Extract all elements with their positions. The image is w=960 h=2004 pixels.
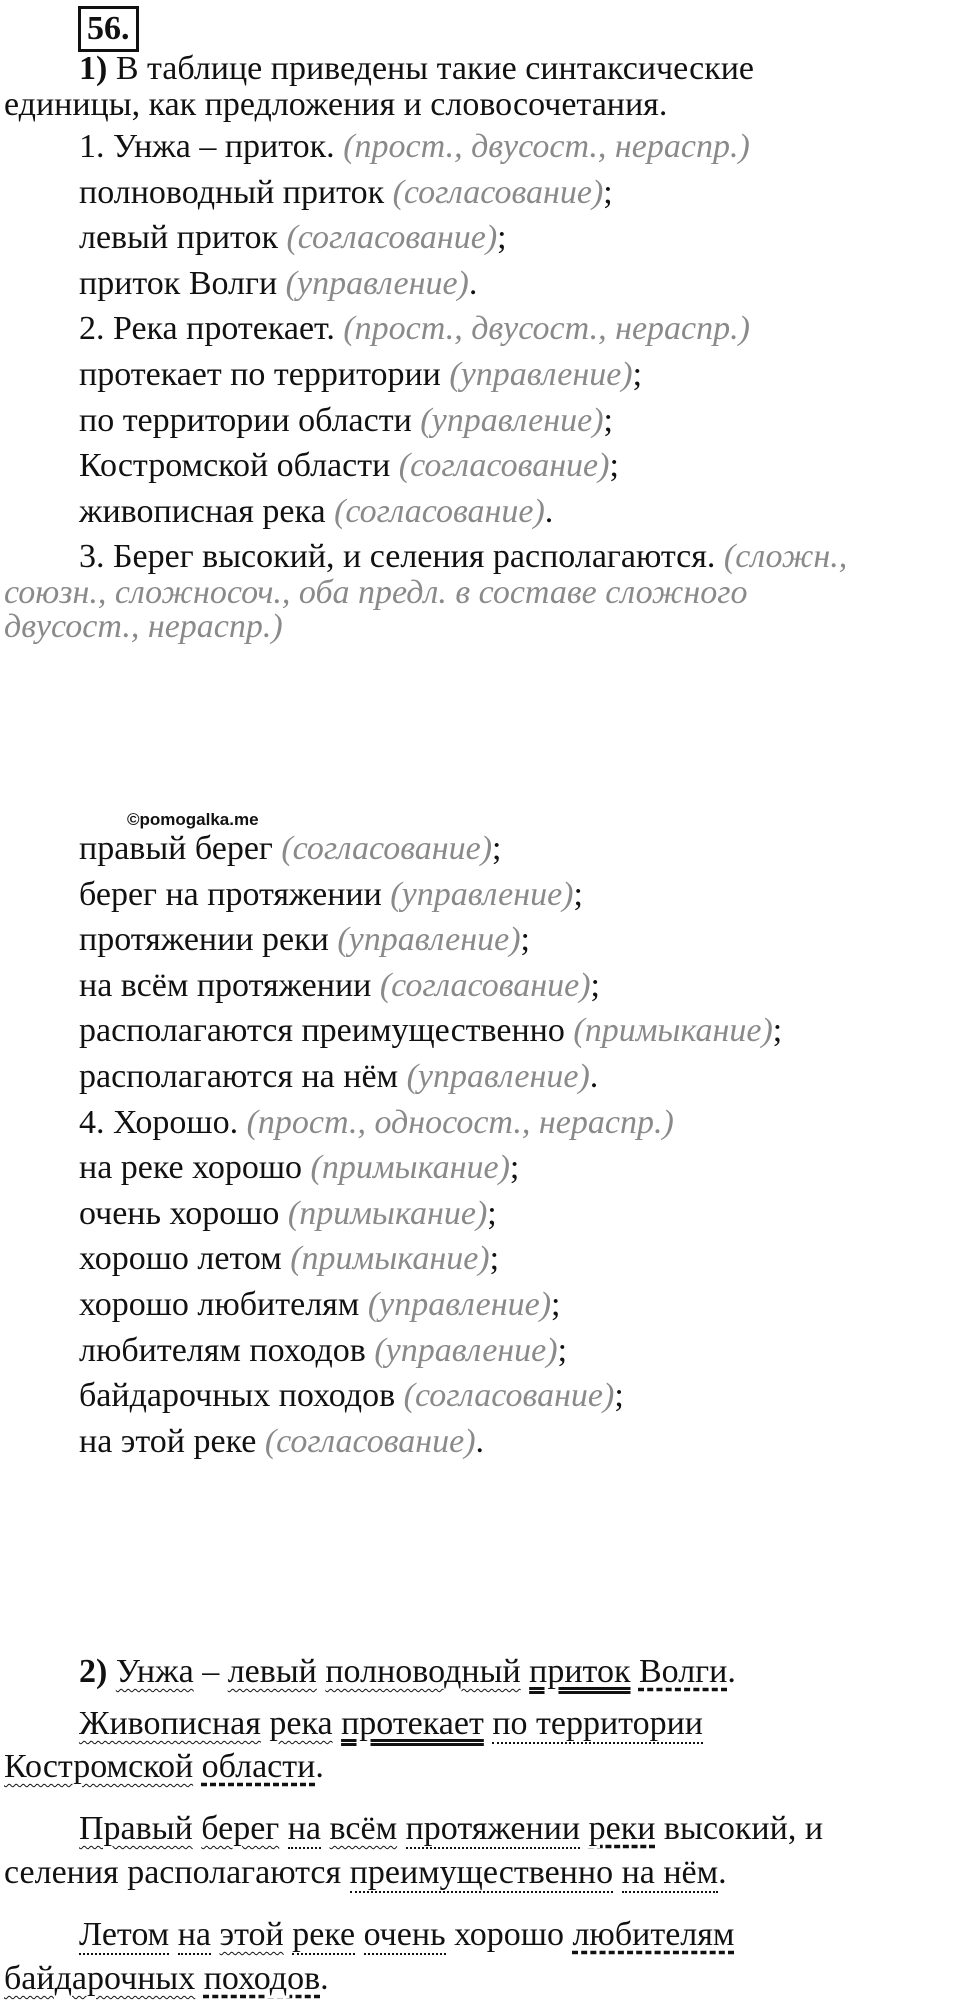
phrase-text: располагаются преимущественно — [79, 1012, 565, 1050]
s4-end: . — [320, 1960, 329, 1997]
s4-object-2: походов — [203, 1960, 321, 1997]
phrase-text: очень хорошо — [79, 1194, 280, 1232]
phrase-end: ; — [614, 1377, 624, 1415]
s1-object: Волги — [638, 1653, 728, 1690]
s2-object: области — [201, 1748, 316, 1785]
s3-predicate-2: располагаются — [127, 1854, 342, 1891]
phrase-note: (примыкание) — [290, 1240, 490, 1278]
phrase-end: ; — [489, 1240, 500, 1278]
s3-predicate-1: высокий, и — [663, 1810, 824, 1847]
phrase-note: (примыкание) — [287, 1194, 488, 1232]
s3-adverbial: протяжении — [405, 1810, 581, 1847]
phrase-line — [79, 1421, 484, 1463]
s3-prep: на — [287, 1810, 322, 1847]
phrase-end: ; — [509, 1149, 520, 1187]
sentence-2-line-1 — [79, 1703, 703, 1745]
phrase-note: (управление) — [449, 356, 633, 393]
phrase-end: . — [589, 1058, 599, 1095]
phrase-note: (управление) — [406, 1058, 590, 1095]
sentence-4-line-1 — [79, 1914, 734, 1956]
s4-object: любителям — [572, 1916, 735, 1953]
phrase-line — [79, 1010, 782, 1052]
s3-adverb: преимущественно — [349, 1854, 614, 1891]
phrase-note: (прост., двусост., нераспр.) — [343, 310, 750, 348]
phrase-text: 1. Унжа – приток. — [79, 128, 335, 165]
phrase-end: ; — [492, 830, 502, 867]
phrase-note: (управление) — [285, 264, 469, 302]
phrase-note: (управление) — [367, 1286, 552, 1323]
s4-attr: этой — [219, 1916, 284, 1953]
sentence-1 — [79, 1651, 736, 1693]
phrase-line — [79, 445, 619, 487]
s4-attr-2: байдарочных — [4, 1960, 196, 1997]
phrase-note: (управление) — [420, 401, 604, 439]
phrase-line — [79, 1375, 624, 1417]
phrase-end: ; — [590, 966, 600, 1004]
phrase-text: 3. Берег высокий, и селения располагаются. — [79, 538, 716, 576]
phrase-text: на реке хорошо — [79, 1149, 303, 1187]
phrase-end: ; — [573, 875, 583, 913]
phrase-note: (согласование) — [286, 219, 498, 257]
s3-attr: Правый — [79, 1810, 193, 1847]
s4-predicate: хорошо — [454, 1916, 564, 1953]
phrase-line — [79, 1193, 497, 1235]
phrase-note: (согласование) — [403, 1377, 615, 1415]
phrase-line — [79, 1056, 598, 1098]
phrase-text: на этой реке — [79, 1422, 257, 1460]
sentence-2-line-2 — [4, 1746, 324, 1788]
phrase-end: . — [468, 264, 478, 302]
phrase-note: (прост., двусост., нераспр.) — [343, 128, 750, 165]
phrase-note: (управление) — [374, 1331, 558, 1369]
phrase-end: ; — [603, 173, 613, 211]
phrase-line — [79, 308, 750, 350]
phrase-text: полноводный приток — [79, 173, 385, 211]
phrase-note: (прост., односост., нераспр.) — [246, 1103, 674, 1141]
s3-adverbial-2: на нём — [621, 1854, 719, 1891]
phrase-line — [79, 1284, 561, 1326]
phrase-text: правый берег — [79, 830, 273, 867]
phrase-line — [79, 965, 600, 1007]
phrase-end: ; — [557, 1331, 568, 1369]
s2-adverbial: по территории — [492, 1705, 703, 1742]
phrase-note: (сложн., — [723, 538, 848, 576]
phrase-line — [79, 126, 750, 168]
phrase-end: ; — [487, 1194, 497, 1232]
sentence-4-line-2 — [4, 1958, 329, 2000]
phrase-text: хорошо любителям — [79, 1286, 360, 1323]
s3-attr-2: всём — [329, 1810, 398, 1847]
phrase-note: (согласование) — [392, 173, 604, 211]
phrase-text: приток Волги — [79, 264, 278, 302]
phrase-text: 4. Хорошо. — [79, 1103, 239, 1141]
sentence-3-line-1 — [79, 1808, 823, 1850]
s3-subject-2: селения — [4, 1854, 119, 1891]
s2-attr: Живописная — [79, 1705, 261, 1742]
phrase-end: ; — [772, 1012, 783, 1050]
phrase-text: Костромской области — [79, 447, 391, 485]
wrap-note-2: двусост., нераспр.) — [4, 608, 283, 645]
phrase-end: ; — [603, 401, 613, 439]
phrase-text: 2. Река протекает. — [79, 310, 335, 348]
phrase-text: байдарочных походов — [79, 1377, 396, 1415]
intro-text-1: В таблице приведены такие синтаксические — [115, 50, 754, 87]
phrase-note: (управление) — [337, 921, 521, 959]
phrase-end: ; — [551, 1286, 561, 1323]
wrap-note-1: союзн., сложносоч., оба предл. в составе сложного — [4, 574, 748, 611]
phrase-text: располагаются на нём — [79, 1058, 399, 1095]
phrase-note: (согласование) — [379, 966, 591, 1004]
phrase-text: живописная река — [79, 492, 326, 530]
phrase-text: берег на протяжении — [79, 875, 382, 913]
s1-attr-2: полноводный — [325, 1653, 521, 1690]
phrase-end: ; — [520, 921, 530, 959]
phrase-line — [79, 1147, 519, 1189]
sentence-3-line-2 — [4, 1852, 727, 1894]
part1-label: 1) — [79, 50, 108, 87]
phrase-note: (согласование) — [281, 830, 493, 867]
phrase-end: ; — [497, 219, 507, 257]
s2-subject: река — [269, 1705, 333, 1742]
phrase-line — [79, 400, 613, 442]
phrase-text: хорошо летом — [79, 1240, 282, 1278]
s1-dash: – — [202, 1653, 220, 1690]
phrase-end: . — [475, 1422, 485, 1460]
s4-prep: на — [177, 1916, 211, 1953]
phrase-text: любителям походов — [79, 1331, 366, 1369]
phrase-line — [79, 1238, 499, 1280]
phrase-line — [79, 828, 502, 870]
s3-end: . — [718, 1854, 727, 1891]
phrase-line — [79, 1330, 567, 1372]
phrase-line — [79, 491, 553, 533]
phrase-line — [79, 263, 477, 305]
phrase-text: на всём протяжении — [79, 966, 372, 1004]
phrase-line — [79, 919, 530, 961]
task-number: 56. — [78, 6, 139, 52]
phrase-line — [79, 874, 583, 916]
watermark: ©pomogalka.me — [127, 810, 259, 829]
phrase-text: по территории области — [79, 401, 412, 439]
phrase-line — [79, 1102, 674, 1144]
s2-predicate: протекает — [341, 1705, 484, 1742]
phrase-note: (согласование) — [398, 447, 610, 485]
phrase-line — [79, 217, 507, 259]
phrase-note: (управление) — [390, 875, 574, 913]
phrase-end: ; — [609, 447, 619, 485]
s4-adverb-time: Летом — [79, 1916, 170, 1953]
phrase-text: протяжении реки — [79, 921, 329, 959]
s1-attr-1: левый — [227, 1653, 317, 1690]
phrase-line — [79, 172, 613, 214]
s1-end: . — [727, 1653, 736, 1690]
part2-label: 2) — [79, 1653, 108, 1690]
phrase-note: (примыкание) — [573, 1012, 773, 1050]
s4-place: реке — [292, 1916, 356, 1953]
phrase-note: (согласование) — [334, 492, 545, 530]
s3-subject: берег — [201, 1810, 280, 1847]
phrase-text: левый приток — [79, 219, 278, 257]
s1-subject: Унжа — [115, 1653, 194, 1690]
intro-line-2: единицы, как предложения и словосочетания. — [4, 86, 668, 123]
phrase-note: (согласование) — [264, 1422, 476, 1460]
phrase-text: протекает по территории — [79, 356, 441, 393]
phrase-note: (примыкание) — [310, 1149, 510, 1187]
s2-end: . — [315, 1748, 324, 1785]
s2-attr-2: Костромской — [4, 1748, 194, 1785]
s4-measure: очень — [363, 1916, 446, 1953]
s1-predicate: приток — [529, 1653, 631, 1690]
phrase-line — [79, 354, 642, 396]
s3-object: реки — [588, 1810, 656, 1847]
phrase-end: . — [544, 492, 554, 530]
phrase-end: ; — [632, 356, 643, 393]
